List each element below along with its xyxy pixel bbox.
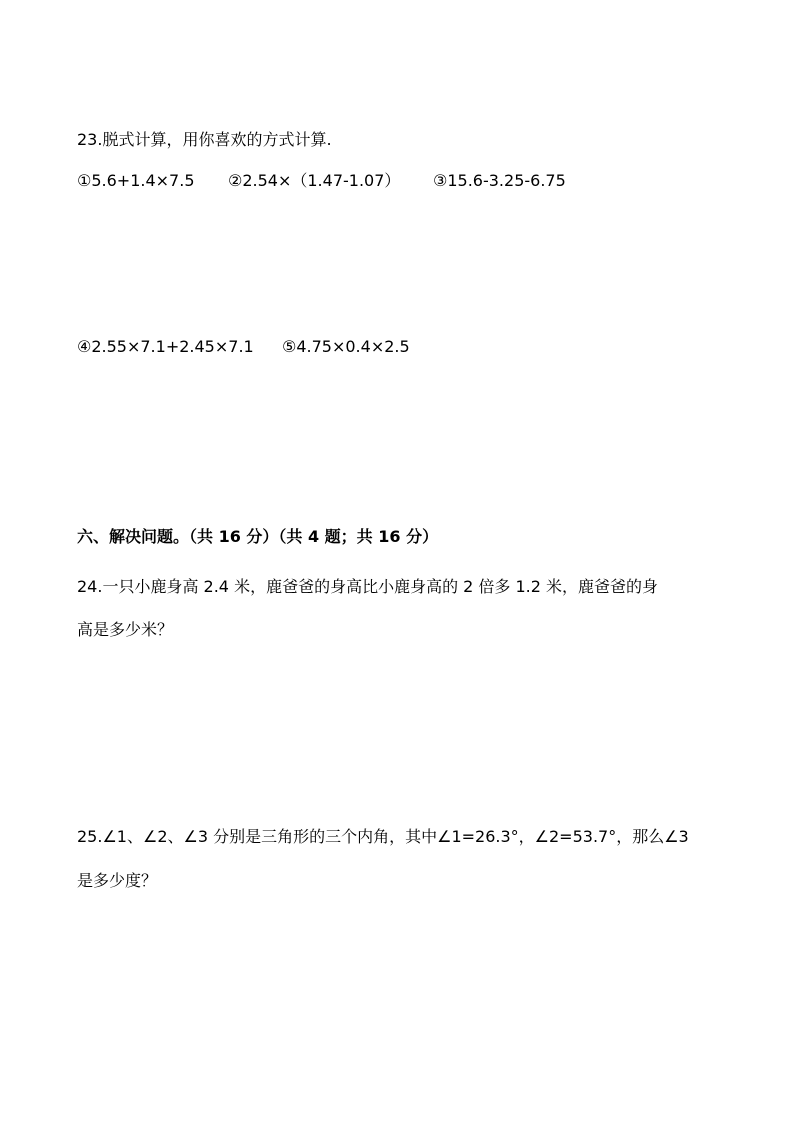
question-24-line-1: 24.一只小鹿身高 2.4 米，鹿爸爸的身高比小鹿身高的 2 倍多 1.2 米，鹿爸爸的身 <box>77 577 659 596</box>
question-23-title: 23.脱式计算，用你喜欢的方式计算. <box>77 130 332 149</box>
question-25-line-2: 是多少度？ <box>77 871 158 890</box>
question-24-line-2: 高是多少米？ <box>77 620 174 639</box>
q23-item-3: ③15.6-3.25-6.75 <box>433 171 566 190</box>
q23-item-4: ④2.55×7.1+2.45×7.1 <box>77 337 254 356</box>
question-25-line-1: 25.∠1、∠2、∠3 分别是三角形的三个内角，其中∠1=26.3°，∠2=53.7°，那么∠3 <box>77 827 689 846</box>
q23-item-1: ①5.6+1.4×7.5 <box>77 171 195 190</box>
section-6-heading: 六、解决问题。（共 16 分）（共 4 题；共 16 分） <box>77 527 439 546</box>
q23-item-2: ②2.54×（1.47-1.07） <box>228 171 401 190</box>
q23-item-5: ⑤4.75×0.4×2.5 <box>282 337 410 356</box>
